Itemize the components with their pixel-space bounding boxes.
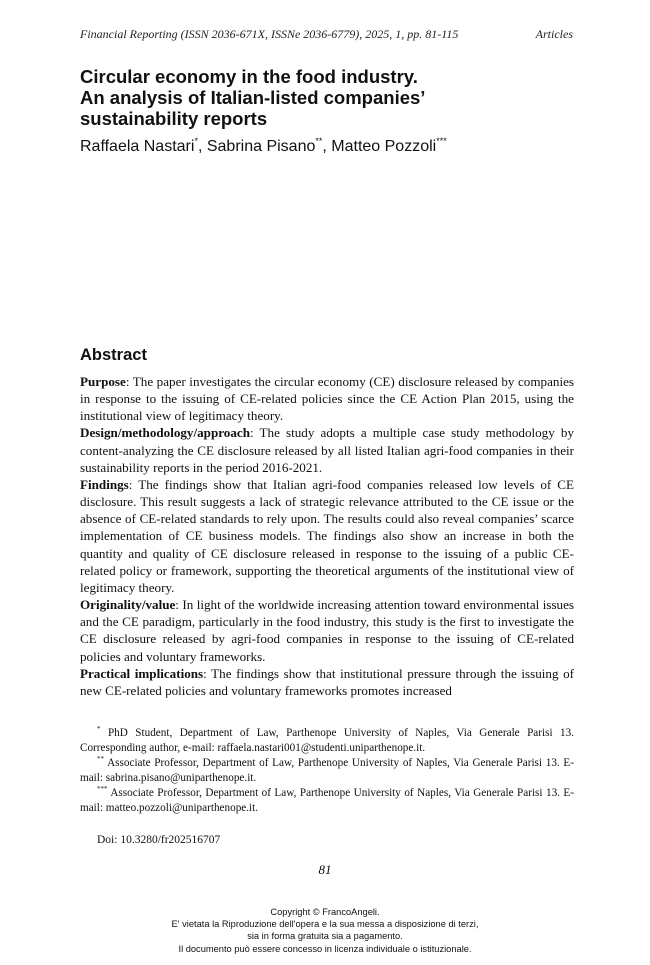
abstract-label: Findings [80, 476, 129, 492]
author-name: Sabrina Pisano [206, 138, 316, 155]
footnote-text: PhD Student, Department of Law, Parthenope University of Naples, Via Generale Parisi 13. Corresponding author, e-mail: raffaela.nastari001@studenti.uniparthenope.it. [80, 727, 574, 754]
author-footnote-mark: ** [315, 136, 323, 146]
abstract-label: Design/methodology/approach [80, 425, 250, 441]
copyright-line: Copyright © FrancoAngeli. [270, 907, 380, 917]
abstract-paragraph [80, 665, 574, 699]
title-line: An analysis of Italian-listed companies’ [80, 87, 426, 108]
abstract-text: : The paper investigates the circular economy (CE) disclosure released by companies in response to the issuing of CE-related policies since the CE Action Plan 2015, using the institutional view of legitimacy theory. [80, 374, 574, 424]
journal-citation: Financial Reporting (ISSN 2036-671X, ISSNe 2036-6779), 2025, 1, pp. 81-115 [80, 27, 459, 41]
author-separator: , [322, 138, 332, 155]
copyright-line: sia in forma gratuita sia a pagamento. [247, 931, 403, 942]
abstract-paragraph [80, 424, 574, 475]
footnotes [80, 726, 574, 816]
abstract-label: Originality/value [80, 597, 176, 613]
footnote [80, 726, 574, 756]
copyright-line: E' vietata la Riproduzione dell'opera e la sua messa a disposizione di terzi, [171, 919, 479, 930]
abstract-paragraph [80, 373, 574, 424]
author-name: Raffaela Nastari [80, 138, 195, 155]
page-number: 81 [318, 862, 332, 877]
section-label: Articles [535, 27, 573, 41]
title-line: sustainability reports [80, 108, 268, 129]
author-separator: , [197, 138, 207, 155]
footnote-mark: ** [97, 755, 104, 763]
abstract-heading: Abstract [80, 346, 147, 364]
author-footnote-mark: * [194, 136, 198, 146]
footnote-mark: *** [97, 785, 108, 793]
abstract-label: Practical implications [80, 665, 204, 681]
paper-title [80, 66, 580, 129]
footnote [80, 756, 574, 786]
abstract-text: : The study adopts a multiple case study methodology by content-analyzing the CE disclosure released by all listed Italian agri-food companies in their sustainability reports in the period 2016-2021. [80, 425, 574, 475]
abstract-label: Purpose [80, 374, 126, 389]
footnote [80, 786, 574, 816]
title-line: Circular economy in the food industry. [80, 66, 418, 87]
abstract-paragraph [80, 596, 574, 665]
footnote-text: Associate Professor, Department of Law, Parthenope University of Naples, Via Generale Parisi 13. E-mail: sabrina.pisano@uniparthenope.it. [80, 757, 574, 784]
footnote-mark: * [97, 725, 101, 733]
abstract-text: : The findings show that institutional pressure through the issuing of new CE-related policies and voluntary frameworks promotes increased [80, 665, 575, 698]
copyright-notice [0, 906, 650, 955]
copyright-line: Il documento può essere concesso in licenza individuale o istituzionale. [178, 943, 472, 954]
author-list [80, 138, 447, 156]
author-name: Matteo Pozzoli [331, 138, 437, 155]
author-footnote-mark: *** [436, 136, 447, 146]
abstract-paragraph [80, 476, 574, 596]
abstract-text: : In light of the worldwide increasing attention toward environmental issues and the CE paradigm, particularly in the food industry, this study is the first to investigate the CE disclosure released by agri-food companies in response to the issuing of CE-related policies and voluntary frameworks. [80, 597, 574, 664]
doi: Doi: 10.3280/fr202516707 [97, 834, 221, 846]
running-header [80, 27, 573, 42]
abstract-body [80, 373, 574, 699]
abstract-text: : The findings show that Italian agri-food companies released low levels of CE disclosure. This result suggests a lack of strategic relevance attributed to the CE issue or the absence of CE-related standards to rely upon. The results could also reveal companies’ scarce implementation of CE business models. The findings also show an increase in both the quantity and quality of CE disclosure released in response to the issuing of a public CE-related policy or framework, supporting the theoretical arguments of the institutional view of legitimacy theory. [80, 476, 574, 595]
footnote-text: Associate Professor, Department of Law, Parthenope University of Naples, Via Generale Parisi 13. E-mail: matteo.pozzoli@uniparthenope.it. [80, 787, 574, 814]
